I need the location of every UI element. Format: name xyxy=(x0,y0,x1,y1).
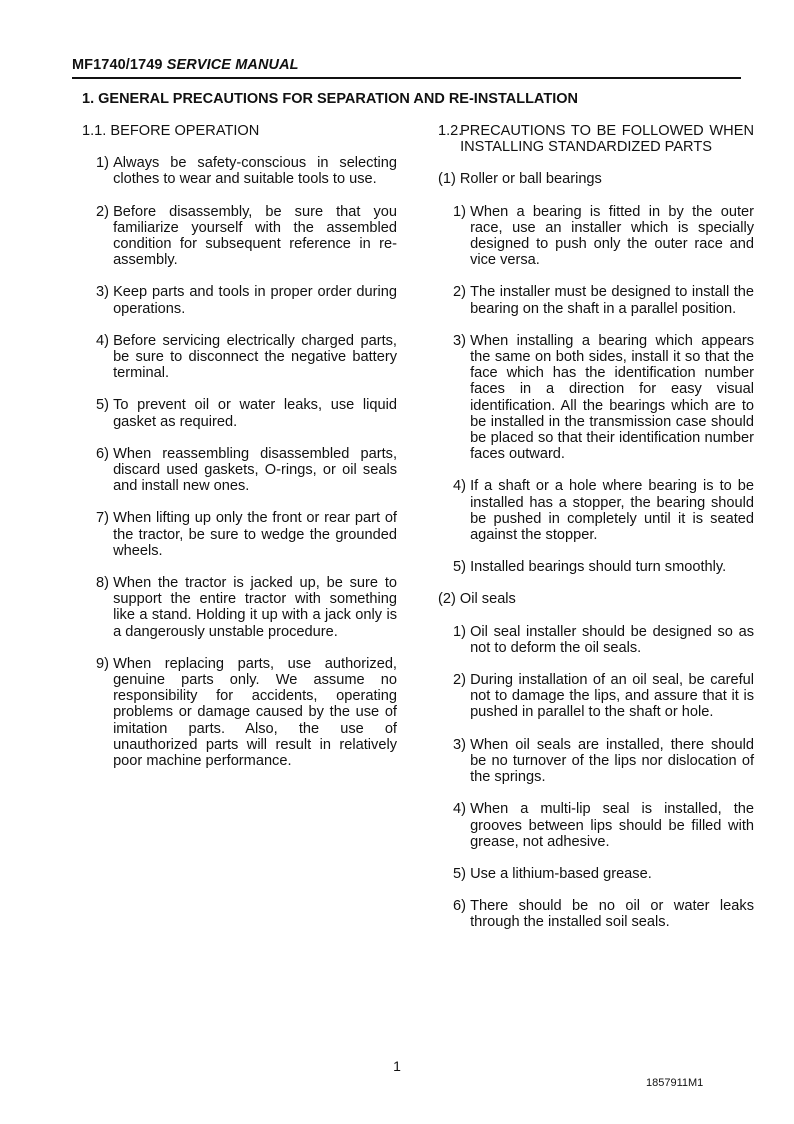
list-item xyxy=(438,737,754,786)
item-number: 3) xyxy=(96,284,109,301)
list-item xyxy=(82,575,397,640)
item-number: 2) xyxy=(96,203,109,220)
item-text: During installation of an oil seal, be careful not to damage the lips, and assure that it is pushed in parallel to the shaft or hole. xyxy=(470,672,754,721)
list-item xyxy=(82,510,397,559)
item-text: When reassembling disassembled parts, discard used gaskets, O-rings, or oil seals and install new ones. xyxy=(113,445,397,495)
item-number: 5) xyxy=(453,865,466,882)
section-title: 1. GENERAL PRECAUTIONS FOR SEPARATION AND RE-INSTALLATION xyxy=(82,91,578,107)
group-heading-bearings: (1) Roller or ball bearings xyxy=(438,171,602,188)
item-number: 1) xyxy=(453,203,466,220)
page-number: 1 xyxy=(393,1058,401,1074)
item-text: When lifting up only the front or rear part of the tractor, be sure to wedge the grounded wheels. xyxy=(113,510,397,559)
item-number: 9) xyxy=(96,655,109,672)
list-item xyxy=(82,155,397,187)
list-item xyxy=(438,866,754,882)
list-item xyxy=(82,333,397,382)
list-item xyxy=(82,446,397,495)
subsection-heading-installing-parts xyxy=(438,123,754,155)
list-item xyxy=(82,284,397,316)
item-number: 3) xyxy=(453,332,466,349)
item-number: 1) xyxy=(96,155,109,172)
item-text: If a shaft or a hole where bearing is to be installed has a stopper, the bearing should be pushed in completely until it is seated against the stopper. xyxy=(470,478,754,544)
item-text: When a bearing is fitted in by the outer race, use an installer which is specially designed to push only the outer race and vice versa. xyxy=(470,203,754,269)
list-item xyxy=(438,204,754,269)
item-number: 4) xyxy=(453,801,466,818)
item-number: 6) xyxy=(453,898,466,915)
item-text: Before servicing electrically charged parts, be sure to disconnect the negative battery terminal. xyxy=(113,332,397,382)
item-text: When installing a bearing which appears the same on both sides, install it so that the face which has the identification number faces in a direction for easy visual identification. All the bearings which are to be installed in the transmission case should be placed so that their identification number faces outward. xyxy=(470,332,754,463)
list-item xyxy=(438,478,754,543)
right-column xyxy=(438,123,754,947)
item-text: Before disassembly, be sure that you familiarize yourself with the assembled condition for subsequent reference in re-assembly. xyxy=(113,203,397,269)
list-item xyxy=(82,656,397,769)
item-number: 2) xyxy=(453,284,466,301)
item-text: When the tractor is jacked up, be sure to support the entire tractor with something like a stand. Holding it up with a jack only is a dangerously unstable procedure. xyxy=(113,575,397,640)
item-text: To prevent oil or water leaks, use liquid gasket as required. xyxy=(113,397,397,430)
item-number: 7) xyxy=(96,510,109,527)
item-number: 5) xyxy=(96,397,109,414)
item-number: 8) xyxy=(96,575,109,592)
subsection-text: PRECAUTIONS TO BE FOLLOWED WHEN INSTALLING STANDARDIZED PARTS xyxy=(460,123,754,156)
item-number: 3) xyxy=(453,736,466,753)
item-text: Installed bearings should turn smoothly. xyxy=(470,559,727,576)
list-item xyxy=(82,397,397,429)
list-item xyxy=(438,801,754,850)
item-number: 5) xyxy=(453,559,466,576)
document-code: 1857911M1 xyxy=(646,1077,704,1089)
item-number: 6) xyxy=(96,445,109,462)
item-text: There should be no oil or water leaks through the installed soil seals. xyxy=(470,898,754,931)
header-rule xyxy=(72,77,741,79)
group-heading-oil-seals: (2) Oil seals xyxy=(438,591,516,608)
item-text: Always be safety-conscious in selecting clothes to wear and suitable tools to use. xyxy=(113,155,397,188)
item-text: When a multi-lip seal is installed, the grooves between lips should be filled with grease, not adhesive. xyxy=(470,801,754,850)
subsection-number: 1.2. xyxy=(438,123,463,139)
list-item xyxy=(438,559,754,575)
subsection-heading-before-operation: 1.1. BEFORE OPERATION xyxy=(82,123,260,139)
item-text: When oil seals are installed, there should be no turnover of the lips nor dislocation of the springs. xyxy=(470,736,754,786)
item-text: When replacing parts, use authorized, genuine parts only. We assume no responsibility for accidents, operating problems or damage caused by the use of imitation parts. Also, the use of unauthorized parts will result in relatively poor machine performance. xyxy=(113,655,397,770)
header-manual-title: SERVICE MANUAL xyxy=(166,57,299,73)
item-number: 4) xyxy=(96,332,109,349)
list-item xyxy=(438,898,754,930)
list-item xyxy=(438,672,754,721)
item-number: 1) xyxy=(453,623,466,640)
list-item xyxy=(438,624,754,656)
item-text: The installer must be designed to install the bearing on the shaft in a parallel position. xyxy=(470,284,754,317)
item-number: 4) xyxy=(453,478,466,495)
running-header xyxy=(72,57,740,73)
list-item xyxy=(438,333,754,463)
item-number: 2) xyxy=(453,672,466,689)
item-text: Keep parts and tools in proper order during operations. xyxy=(113,284,397,317)
item-text: Oil seal installer should be designed so as not to deform the oil seals. xyxy=(470,623,754,656)
left-column xyxy=(82,123,397,785)
list-item xyxy=(82,204,397,269)
list-item xyxy=(438,284,754,316)
item-text: Use a lithium-based grease. xyxy=(470,865,652,882)
header-model: MF1740/1749 xyxy=(72,57,163,73)
